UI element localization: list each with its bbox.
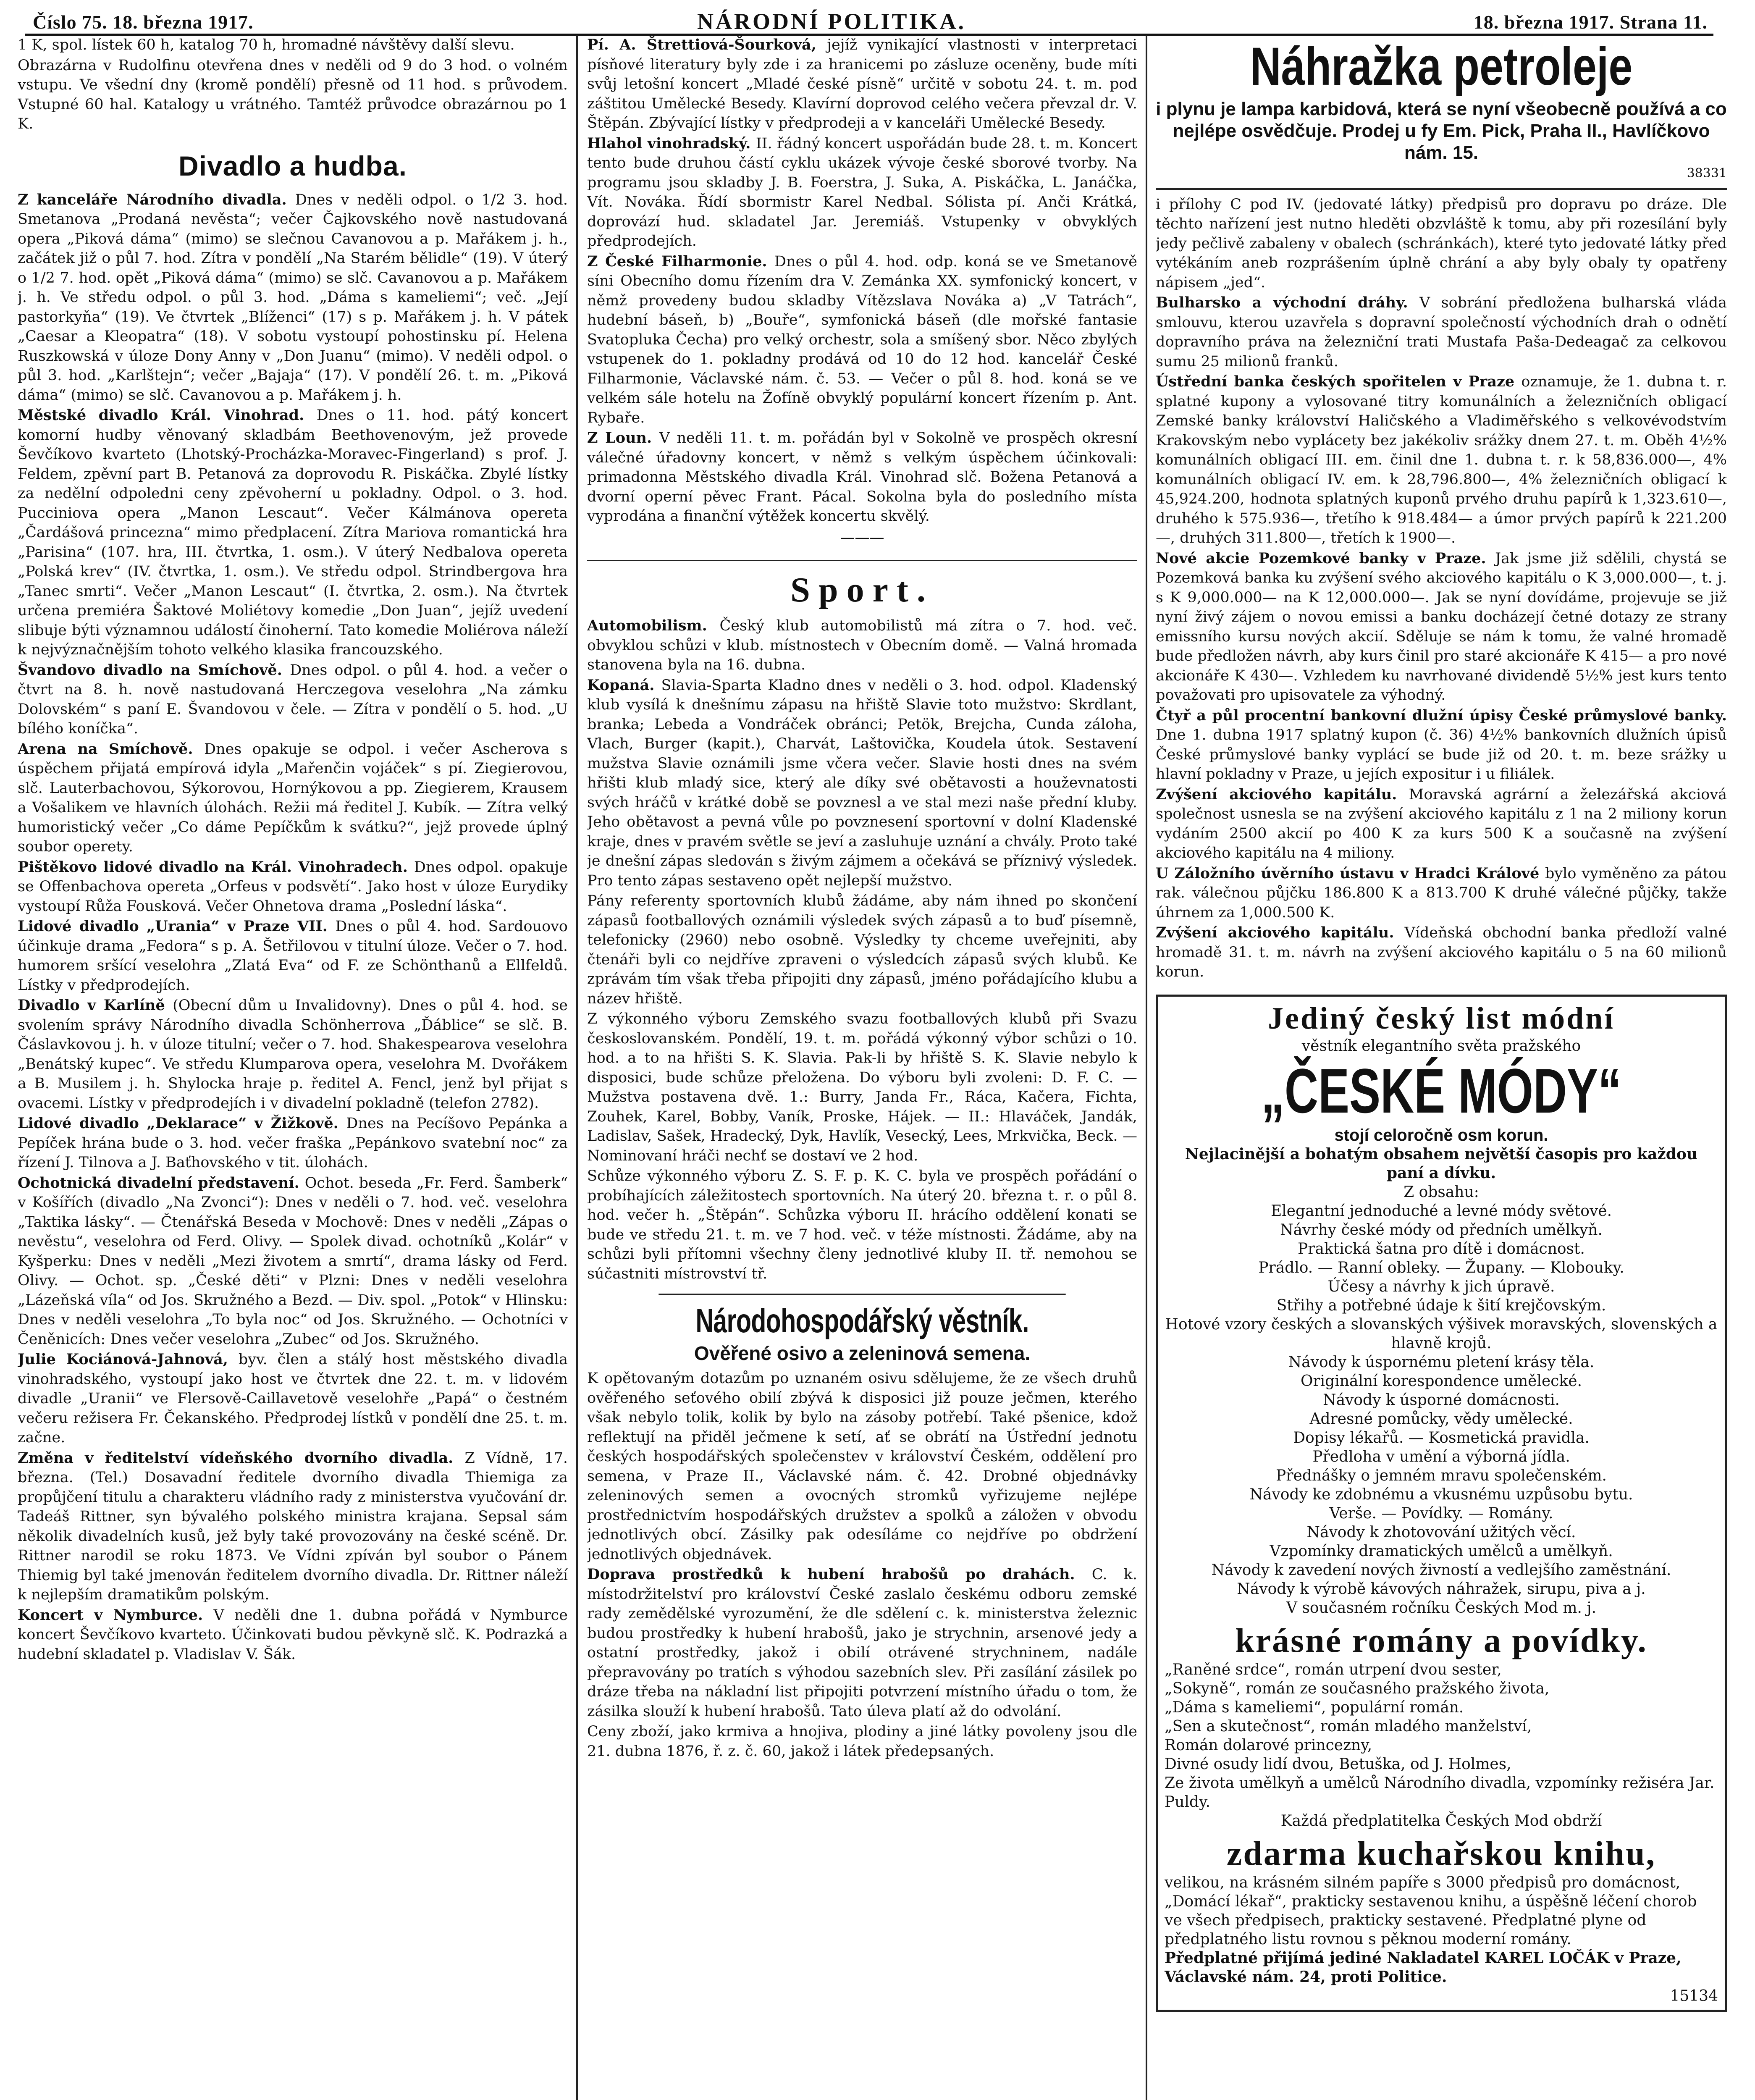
article bbox=[587, 1565, 1137, 1721]
ad-big-line: krásné romány a povídky. bbox=[1235, 1621, 1647, 1659]
divider: ——— bbox=[840, 529, 884, 546]
article-body: C. k. místodržitelství pro království České zaslalo českému odboru zemské rady zemědělské vyrozumění, že dle sdělení c. k. ministerstva železnic budou prostředky k hubení hrabošů, jako je strychnin, arsenové jedy a ostatní prostředky, jakož i obilí otrávené strychninem, nadále přepravovány po tratích s výhodou sazebních slev. Při zasílání zásilek po dráze třeba na nákladní list připojiti potvrzení místního úřadu o tom, že zásilka slouží k hubení hrabošů. Tato úleva platí až do odvolání. bbox=[587, 1566, 1137, 1720]
list-item: Předloha v umění a výborná jídla. bbox=[1312, 1448, 1570, 1465]
list-item: Návody k zhotovování užitých věcí. bbox=[1306, 1523, 1576, 1541]
article bbox=[587, 35, 1137, 133]
article-list bbox=[587, 35, 1137, 526]
masthead-title: NÁRODNÍ POLITIKA. bbox=[697, 9, 966, 34]
article-body: i přílohy C pod IV. (jedovaté látky) předpisů pro dopravu po dráze. Dle těchto nařízení jest nutno hleděti obzvláště k tomu, aby při rozesílání byly jedy pečlivě zabaleny v obalech (schránkách), které tyto jedovaté látky před vytékáním aneb rozprášením úplně chrání a aby byly obaly ty opatřeny nápisem „jed“. bbox=[1156, 196, 1727, 291]
novels-list bbox=[1165, 1660, 1718, 1811]
article bbox=[587, 1722, 1137, 1761]
article bbox=[587, 252, 1137, 428]
article bbox=[18, 1606, 568, 1664]
article-heading: Julie Kociánová-Jahnová, bbox=[18, 1351, 239, 1368]
list-item: Elegantní jednoduché a levné módy světové. bbox=[1270, 1202, 1612, 1220]
list-item: „Sokyně“, román ze současného pražského života, bbox=[1165, 1680, 1550, 1697]
article-list bbox=[18, 190, 568, 1664]
running-header bbox=[25, 8, 1713, 36]
article-body: jejíž vynikající vlastnosti v interpretaci písňové literatury byly zde i za hranicemi po zásluze oceněny, bude míti svůj letošní koncert „Mladé české písně“ určitě v sobotu 24. t. m. pod záštitou Umělecké Besedy. Klavírní doprovod celého večera převzal dr. V. Štěpán. Zbývající lístky v předprodeji a v kanceláři Umělecké Besedy. bbox=[587, 37, 1137, 131]
article-heading: Lidové divadlo „Urania“ v Praze VII. bbox=[18, 918, 336, 935]
article-heading: Ústřední banka českých spořitelen v Praze bbox=[1156, 373, 1522, 390]
article-body: Dnes o půl 4. hod. Sardouovo účinkuje drama „Fedora“ s p. A. Šetřilovou v titulní úloze. Večer o 7. hod. humorem sršící veselohra „Zlatá Eva“ od F. ze Schönthanů a Ellfeldů. Lístky v předprodejích. bbox=[18, 918, 568, 994]
article-heading: Z České Filharmonie. bbox=[587, 252, 775, 270]
column-rule bbox=[1146, 35, 1147, 2100]
article-heading: Pí. A. Štrettiová-Šourková, bbox=[587, 36, 827, 53]
article bbox=[1156, 864, 1727, 923]
article-body: Z výkonného výboru Zemského svazu footballových klubů při Svazu českoslovanském. Pondělí, 19. t. m. pořádá výkonný výbor schůzi o 10. hod. a to na hřišti S. K. Slavia. Pak-li by hřiště S. K. Slavie nebylo k disposici, bude schůze přeložena. Do výboru byli zvoleni: D. F. C. — Mužstva postavena dvě. 1.: Burry, Janda Fr., Ráca, Kačera, Fichta, Zouhek, Karel, Bobby, Vaník, Proske, Hájek. — II.: Hlaváček, Jandák, Ladislav, Sašek, Hradecký, Dyk, Havlík, Vesecký, Lees, Mrkvička, Beck. — Nominovaní hráči nechť se dostaví ve 2 hod. bbox=[587, 1011, 1137, 1164]
article-heading: Z Loun. bbox=[587, 429, 659, 446]
list-item: Verše. — Povídky. — Romány. bbox=[1329, 1504, 1553, 1522]
article bbox=[587, 1369, 1137, 1564]
article-body: Dnes opakuje se odpol. i večer Ascherova s úspěchem přijatá empírová idyla „Mařenčin vojáček“ s pí. Ziegierovou, slč. Lauterbachovou, Sýkorovou, Hornýkovou a pp. Ziegierem, Krausem a Vošalikem ve hlavních úlohách. Režii má ředitel J. Kubík. — Zítra velký humoristický večer „Co dáme Pepíčkům k svátku?“, jejž provede úplný soubor operety. bbox=[18, 740, 568, 855]
ad-line: V současném ročníku Českých Mod m. j. bbox=[1286, 1599, 1597, 1617]
article-body: byv. člen a stálý host městského divadla vinohradského, vystoupí jako host ve čtvrtek dne 22. t. m. v lidovém divadle „Uranii“ ve Flersově-Caillavetově veselohře „Papá“ o čestném večeru režisera Fr. Čekanského. Předprodej lístků v pondělí dne 25. t. m. začne. bbox=[18, 1351, 568, 1446]
list-item: Návody k zavedení nových živností a vedlejšího zaměstnání. bbox=[1211, 1561, 1671, 1579]
article bbox=[587, 1009, 1137, 1166]
article-heading: Ochotnická divadelní představení. bbox=[18, 1174, 305, 1192]
list-item: Prádlo. — Ranní obleky. — Župany. — Klobouky. bbox=[1258, 1259, 1624, 1276]
article-body: bylo vyměněno za pátou rak. válečnou půjčku 186.800 K a 813.700 K druhé válečné půjčky, takže úhrnem za 1,000.500 K. bbox=[1156, 865, 1727, 921]
list-item: Ze života umělkyň a umělců Národního divadla, vzpomínky režiséra Jar. Puldy. bbox=[1165, 1774, 1715, 1811]
article-body: Moravská agrární a železářská akciová společnost usnesla se na zvýšení akciového kapitálu z 1 na 2 miliony korun vydáním 2500 akcií po 400 K za kurs 500 K a současně na zvýšení akciového kapitálu na 4 miliony. bbox=[1156, 786, 1727, 861]
article-body: Slavia-Sparta Kladno dnes v neděli o 3. hod. odpol. Kladenský klub vysílá k dnešnímu zápasu na hřiště Slavie toto mužstvo: Skrdlant, branka; Lebeda a Vondráček obránci; Petök, Brejcha, Cunda záloha, Vlach, Burger (kapit.), Charvát, Laštovička, Koudela útok. Sestavení mužstva Slavie oznámili jsme včera večer. Slavie hosti dnes na svém hřišti klub mladý sice, který ale díky své obětavosti a houževnatosti svých hráčů v krátké době se povznesl a ve stal mezi naše přední kluby. Jeho obětavost a pevná vůle po povznesení sportovní v dolní Kladenské kraje, dnes v pravém světle se jeví a zasluhuje uznání a chvály. Proto také je dnešní zápas sledován s živým zájmem a očekává se příznivý výsledek. Pro tento zápas sestaveno opět nejlepší mužstvo. bbox=[587, 677, 1137, 889]
article-body: oznamuje, že 1. dubna t. r. splatné kupony a vylosované titry komunálních a železničních obligací Zemské banky království Haličského a Vladiměřského s velkovévodstvím Krakovským nebo vyplácety bez jakékoliv srážky dnem 27. t. m. Oběh 4½% komunálních obligací III. em. činil dne 1. dubna t. r. k 58,836.000—, 4% komunálních obligací IV. em. k 28,796.800—, 4% železničních obligací k 45,924.200, hodnota splatných kuponů prvého druhu papírů k 1,323.610—, druhého k 575.936—, třetího k 918.484— a úmor prvých papírů k 221.200—, druhých 311.800—, třetích k 1900—. bbox=[1156, 373, 1727, 546]
article-body: Ceny zboží, jako krmiva a hnojiva, plodiny a jiné látky povoleny jsou dle 21. dubna 1876, ř. z. č. 60, jakož i látek předepsaných. bbox=[587, 1723, 1137, 1760]
list-item: Dopisy lékařů. — Kosmetická pravidla. bbox=[1293, 1429, 1590, 1446]
article-heading: Změna v ředitelství vídeňského dvorního divadla. bbox=[18, 1449, 465, 1467]
article-heading: Z kanceláře Národního divadla. bbox=[18, 191, 295, 208]
article-heading: Divadlo v Karlíně bbox=[18, 997, 173, 1014]
list-item: Návrhy české módy od předních umělkyň. bbox=[1280, 1221, 1603, 1239]
article bbox=[18, 858, 568, 916]
article bbox=[18, 406, 568, 660]
article bbox=[1156, 372, 1727, 548]
article-heading: Bulharsko a východní dráhy. bbox=[1156, 294, 1420, 311]
list-item: Adresné pomůcky, vědy umělecké. bbox=[1309, 1410, 1573, 1428]
article-list bbox=[587, 1369, 1137, 1761]
ad-publisher: Předplatné přijímá jediné Nakladatel KAREL LOČÁK v Praze, Václavské nám. 24, proti Politice. bbox=[1165, 1949, 1682, 1986]
article-body: Dnes o 11. hod. pátý koncert komorní hudby věnovaný skladbám Beethovenovým, jež provede Ševčíkovo kvarteto (Lhotský-Procházka-Moravec-Fingerland) s prof. J. Feldem, zpěvní part B. Petanová za doprovodu R. Piskáčka. Zbylé lístky za nedělní odpoledni ceny zpěvoherní u pokladny. Odpol. o 3. hod. Pucciniova opera „Manon Lescaut“. Večer Kálmánova opereta „Čardášová princezna“ mimo předplacení. Zítra Mariova romantická hra „Parisina“ (107. hra, III. čtvrtka, 1. osm.). V úterý Nedbalova opereta „Polská krev“ (IV. čtvrtka, 1. osm.). Ve středu odpol. Strindbergova hra „Tanec smrti“. Večer „Manon Lescaut“ (I. čtvrtka, 2. osm.). Na čtvrtek určena premiéra Šaktové Moliétovy komedie „Don Juan“, jejíž uvedení slibuje býti významnou událostí činoherní. Tato komedie Moliérova náleží k nejvýznačnějším tohoto velkého klasika francouzského. bbox=[18, 407, 568, 658]
ad-code: 38331 bbox=[1687, 166, 1727, 181]
article-heading: Hlahol vinohradský. bbox=[587, 134, 756, 152]
ad-line: Každá předplatitelka Českých Mod obdrží bbox=[1280, 1812, 1602, 1830]
ad-code: 15134 bbox=[1670, 1987, 1718, 2005]
ad-text: i plynu je lampa karbidová, která se nyní všeobecně používá a co nejlépe osvědčuje. Prodej u fy Em. Pick, Praha II., Havlíčkovo nám. 15. bbox=[1156, 99, 1727, 163]
article bbox=[587, 134, 1137, 251]
article-body: II. řádný koncert uspořádán bude 28. t. m. Koncert tento bude druhou částí cyklu ukázek vývoje české sborové tvorby. Na programu jsou skladby J. B. Foerstra, J. Suka, A. Piskáčka, L. Janáčka, Vít. Nováka. Řídí sbormistr Karel Nedbal. Sólista pí. Anči Krátká, doprovází hud. skladatel Jar. Jeremiáš. Vstupenky v obvyklých předprodejích. bbox=[587, 135, 1137, 249]
article-body: Ochot. beseda „Fr. Ferd. Šamberk“ v Košířích (divadlo „Na Zvonci“): Dnes v neděli o 7. hod. več. veselohra „Taktika lásky“. — Čtenářská Beseda v Mochově: Dnes v neděli „Zápas o nevěstu“, veselohra od Ferd. Olivy. — Spolek divad. ochotníků „Kolár“ v Kyšperku: Dnes v neděli „Mezi životem a smrtí“, drama lásky od Ferd. Olivy. — Ochot. sp. „České děti“ v Plzni: Dnes v neděli veselohra „Lázeňská víla“ od Jos. Skružného a Bezd. — Div. spol. „Potok“ v Hlinsku: Dnes v neděli veselohra „To byla noc“ od Jos. Skružného. — Ochotníci v Čeněnicích: Dnes večer veselohra „Zubec“ od Jos. Skružného. bbox=[18, 1174, 568, 1348]
article-body: Z Vídně, 17. března. (Tel.) Dosavadní ředitele dvorního divadla Thiemiga za propůjčení titulu a charakteru vládního rady z ministerstva vyučování dr. Tadeáš Rittner, syn bývalého polského ministra krajana. Sepsal sám několik divadelních kusů, jež byly také provozovány na české scéně. Dr. Rittner narodil se roku 1873. Ve Vídni zpíván byl soubor o Pánem Thiemig byl také jmenován ředitelem dvorního divadla. Dr. Rittner náleží k nejlepším dramatikům polským. bbox=[18, 1449, 568, 1603]
ad-claim: Nejlacinější a bohatým obsahem největší časopis pro každou paní a dívku. bbox=[1185, 1145, 1698, 1182]
sport-section-title: Sport. bbox=[587, 560, 1137, 610]
article-body: Dnes odpol. opakuje se Offenbachova opereta „Orfeus v podsvětí“. Jako host v úloze Eurydiky vystoupí Růža Fousková. Večer Ohnetova drama „Poslední láska“. bbox=[18, 858, 568, 915]
article-heading: Nové akcie Pozemkové banky v Praze. bbox=[1156, 549, 1495, 567]
column-2 bbox=[587, 35, 1137, 2100]
article-body: Dnes odpol. o půl 4. hod. a večer o čtvrt na 8. h. nově nastudovaná Herczegova veselohra „Na zámku Dolovském“ s paní E. Švandovou v čele. — Zítra v pondělí o 5. hod. „U bílého koníčka“. bbox=[18, 662, 568, 737]
list-item: Návody k úsporné domácnosti. bbox=[1323, 1391, 1560, 1409]
article bbox=[1156, 706, 1727, 784]
article-body: Dne 1. dubna 1917 splatný kupon (č. 36) 4½% bankovních dlužních úpisů České průmyslové banky vyplácí se bude již od 20. t. m. beze srážky u hlavní pokladny v Praze, u jejích expositur i u filiálek. bbox=[1156, 727, 1727, 782]
article-body: K opětovaným dotazům po uznaném osivu sdělujeme, že ze všech druhů ověřeného seťového obilí zbývá k disposici již pouze ječmen, kterého však nebylo tolik, kolik by bylo na zásoby potřebí. Také pšenice, kdož reflektují na přiděl ječmene k setí, ať se obrátí na Ústřední jednotu českých hospodářských společenstev v království Českém, oddělení pro semena, v Praze II., Václavské nám. č. 42. Drobné objednávky zeleninových semen a ovocných stromků vyřizujeme nejlépe prostřednictvím hospodářských družstev a spolků a záložen v obvodu jednotlivých obcí. Zásilky pak odesíláme co nejdříve po obdržení jednotlivých objednávek. bbox=[587, 1370, 1137, 1563]
article-heading: Lidové divadlo „Deklarace“ v Žižkově. bbox=[18, 1115, 346, 1132]
section-title: Divadlo a hudba. bbox=[178, 150, 407, 181]
article-heading: Automobilism. bbox=[587, 617, 720, 634]
list-item: Návody k výrobě kávových náhražek, sirupu, piva a j. bbox=[1237, 1580, 1646, 1598]
article-heading: Pištěkovo lidové divadlo na Král. Vinohradech. bbox=[18, 858, 414, 876]
magazine-title: „ČESKÉ MÓDY“ bbox=[1261, 1055, 1621, 1126]
article-heading: Zvýšení akciového kapitálu. bbox=[1156, 785, 1409, 803]
article bbox=[18, 740, 568, 857]
fashion-magazine-advertisement bbox=[1156, 995, 1727, 2012]
article-heading: Koncert v Nymburce. bbox=[18, 1606, 214, 1624]
article-list bbox=[1156, 195, 1727, 982]
list-item: Hotové vzory českých a slovanských výšivek moravských, slovenských a hlavně krojů. bbox=[1165, 1315, 1718, 1352]
article-body: Vídeňská obchodní banka předloží valné hromadě 31. t. m. návrh na zvýšení akciového kapitálu o 5 na 60 milionů korun. bbox=[1156, 924, 1727, 980]
article bbox=[587, 616, 1137, 675]
list-item: „Dáma s kameliemi“, populární román. bbox=[1165, 1698, 1464, 1716]
article bbox=[18, 1350, 568, 1448]
article bbox=[18, 996, 568, 1113]
paragraph: 1 K, spol. lístek 60 h, katalog 70 h, hromadné návštěvy další slevu. bbox=[18, 37, 515, 53]
article bbox=[1156, 785, 1727, 863]
article-heading: Švandovo divadlo na Smíchově. bbox=[18, 661, 290, 679]
paragraph: Obrazárna v Rudolfinu otevřena dnes v neděli od 9 do 3 hod. o volném vstupu. Ve všední dny (kromě pondělí) přesně od 11 hod. s průvodem. Vstupné 60 hal. Katalogy u vrátného. Tamtéž průvodce obrazárnou po 1 K. bbox=[18, 57, 568, 132]
article bbox=[587, 676, 1137, 891]
list-item: Originální korespondence umělecké. bbox=[1300, 1372, 1582, 1390]
article bbox=[18, 661, 568, 739]
list-item: Návody ke zdobnému a vkusnému uzpůsobu bytu. bbox=[1249, 1486, 1633, 1503]
article-body: (Obecní dům u Invalidovny). Dnes o půl 4. hod. se svolením správy Národního divadla Schönherrova „Ďáblice“ se slč. B. Čáslavkovou j. h. v úloze titulní; večer o 7. hod. Shakespearova veselohra „Benátský kupec“. Ve středu Klumparova opera, veselohra M. Dvořákem a B. Musilem j. h. Shylocka hraje p. ředitel A. Fencl, jenž byl přijat s ovacemi. Lístky v předprodejích i v divadelní pokladně (telefon 2782). bbox=[18, 997, 568, 1112]
column-1 bbox=[18, 35, 568, 2100]
issue-number: Číslo 75. 18. března 1917. bbox=[33, 11, 254, 33]
article-body: Schůze výkonného výboru Z. S. F. p. K. C. byla ve prospěch pořádání o probíhajících záležitostech sportovních. Na úterý 20. března t. r. o půl 8. hod. večer h. „Štěpán“. Schůzka výboru II. hrácího oddělení konati se bude ve středu 21. t. m. ve 7 hod. več. v téže místnosti. Žádáme, aby na schůzi byli přítomni všechny členy jednotlivé kluby II. tř. nemohou se súčastniti místrovství tř. bbox=[587, 1168, 1137, 1282]
article-heading: Kopaná. bbox=[587, 676, 661, 694]
article-body: Pány referenty sportovních klubů žádáme, aby nám ihned po skončení zápasů footballových oznámili výsledek svých zápasů a to buď písemně, telefonicky (2960) nebo osobně. Výsledky ty chceme uveřejniti, aby čtenáři byli co nejdříve zpraveni o výsledcích zápasů svých klubů. Ke zprávám tím však třeba připojiti dny zápasů, jméno pořádajícího klubu a název hřiště. bbox=[587, 892, 1137, 1007]
article bbox=[1156, 923, 1727, 982]
list-item: Praktická šatna pro dítě i domácnost. bbox=[1298, 1240, 1585, 1257]
article-heading: Městské divadlo Král. Vinohrad. bbox=[18, 407, 317, 424]
article bbox=[18, 1114, 568, 1173]
ad-heading: Jediný český list módní bbox=[1268, 1001, 1615, 1036]
ad-price: stojí celoročně osm korun. bbox=[1334, 1126, 1548, 1144]
article-heading: Čtyř a půl procentní bankovní dlužní úpisy České průmyslové banky. bbox=[1156, 706, 1727, 724]
ad-subheading: věstník elegantního světa pražského bbox=[1301, 1037, 1581, 1055]
list-item: „Sen a skutečnost“, román mladého manželství, bbox=[1165, 1717, 1532, 1735]
article bbox=[18, 1449, 568, 1605]
list-item: „Raněné srdce“, román utrpení dvou sester, bbox=[1165, 1661, 1502, 1678]
article-body: Český klub automobilistů má zítra o 7. hod. več. obvyklou schůzi v klub. místnostech v Obecním domě. — Valná hromada stanovena byla na 16. dubna. bbox=[587, 617, 1137, 673]
article bbox=[18, 190, 568, 405]
contents-label: Z obsahu: bbox=[1403, 1183, 1479, 1201]
list-item: Přednášky o jemném mravu společenském. bbox=[1276, 1467, 1607, 1484]
article bbox=[18, 917, 568, 995]
article-body: Jak jsme již sdělili, chystá se Pozemková banka ku zvýšení svého akciového kapitálu o K 3,000.000—, t. j. s K 9,000.000— na K 12,000.000—. Jak se nyní dovídáme, projevuje se již nyní živý zájem o novou emissi a banku docházejí četné dotazy ze strany emissního kursu nových akcií. Sděluje se nám k tomu, že valné hromadě bude předložen návrh, aby kurs činil pro staré akcionáře K 415— a pro nové akcionáře K 430—. Vzhledem ku navrhované dividendě 5½% jest kurs tento považovati pro upisovatele za výhodný. bbox=[1156, 550, 1727, 704]
list-item: Účesy a návrhy k jich úpravě. bbox=[1327, 1278, 1555, 1295]
list-item: Návody k úspornému pletení krásy těla. bbox=[1288, 1353, 1595, 1371]
article-heading: Doprava prostředků k hubení hrabošů po drahách. bbox=[587, 1566, 1092, 1583]
article-heading: Zvýšení akciového kapitálu. bbox=[1156, 924, 1405, 941]
article-body: V neděli dne 1. dubna pořádá v Nymburce koncert Ševčíkovo kvarteto. Účinkovati budou pěvkyně slč. K. Podrazká a hudební skladatel p. Vladislav V. Šák. bbox=[18, 1606, 568, 1663]
ad-line: velikou, na krásném silném papíře s 3000 předpisů pro domácnost, „Domácí lékař“, prakticky sestavenou knihu, a úspěšně léčení chorob ve všech předpisech, prakticky sestavené. Předplatné plyne od předplatného listu rovnou s pěknou moderní romány. bbox=[1165, 1874, 1697, 1948]
article-heading: U Záložního úvěrního ústavu v Hradci Králové bbox=[1156, 864, 1545, 882]
article-body: V neděli 11. t. m. pořádán byl v Sokolně ve prospěch okresní válečné úřadovny koncert, v němž s velkým úspěchem účinkovali: primadonna Městského divadla Král. Vinohrad slč. Božena Petanová a dvorní operní pěvec Frant. Pácal. Sokolna byla do posledního místa vyprodána a finanční výtěžek koncertu skvělý. bbox=[587, 430, 1137, 525]
contents-list bbox=[1165, 1202, 1718, 1599]
article-body: Dnes na Pecíšovo Pepánka a Pepíček hrána bude o 3. hod. večer fraška „Pepánkovo svatební noc“ za řízení J. Tilnova a J. Baťhovského v tit. úlohách. bbox=[18, 1115, 568, 1171]
article-heading: Arena na Smíchově. bbox=[18, 740, 205, 758]
date-page-number: 18. března 1917. Strana 11. bbox=[1473, 11, 1708, 33]
list-item: Vzpomínky dramatických umělců a umělkyň. bbox=[1270, 1542, 1613, 1560]
list-item: Střihy a potřebné údaje k šití krejčovským. bbox=[1276, 1297, 1606, 1314]
column-rule bbox=[576, 35, 578, 2100]
article-body: Dnes v neděli odpol. o 1/2 3. hod. Smetanova „Prodaná nevěsta“; večer Čajkovského nově nastudovaná opera „Piková dáma“ (mimo) se slečnou Cavanovou a p. Mařákem j. h., začátek již o půl 7. hod. Zítra v pondělí „Na Starém bělidle“ (19). V úterý o 1/2 7. hod. opět „Piková dáma“ (mimo) se slč. Cavanovou a p. Mařákem j. h. Ve středu odpol. o půl 3. hod. „Dáma s kameliemi“; več. „Její pastorkyňa“ (19). Ve čtvrtek „Blíženci“ (17) s p. Mařákem j. h. V pátek „Caesar a Kleopatra“ (18). V sobotu vystoupí pohostinsku pí. Helena Ruszkowská v úloze Dony Anny v „Don Juanu“ (mimo). V neděli odpol. o půl 3. hod. „Karlštejn“; večer „Bajaja“ (17). V pondělí 26. t. m. „Piková dáma“ (mimo) se slč. Cavanovou a p. Mařákem j. h. bbox=[18, 191, 568, 404]
article bbox=[587, 1166, 1137, 1284]
article bbox=[587, 428, 1137, 526]
ad-big-line: zdarma kuchařskou knihu, bbox=[1226, 1834, 1656, 1872]
article-body: V sobrání předložena bulharská vláda smlouvu, kterou uzavřela s dopravní společností východních drah o odnětí dopravního práva na železniční trati Mustafa Paša-Dedeagač za celkovou sumu 25 milionů franků. bbox=[1156, 294, 1727, 370]
article-body: Dnes o půl 4. hod. odp. koná se ve Smetanově síni Obecního domu řízením dra V. Zemánka XX. symfonický koncert, v němž provedeny budou skladby Vítězslava Nováka a) „V Tatrách“, hudební báseň, b) „Bouře“, symfonická báseň (dle mořské fantasie Svatopluka Čecha) pro velký orchestr, sola a smíšený sbor. Něco zbylých vstupenek do 1. pokladny prodává od 10 do 12 hod. kancelář České Filharmonie, Václavské nám. č. 53. — Večer o půl 8. hod. koná se ve velkém sále hotelu na Žofíně obvyklý populární koncert řízením p. Ant. Rybaře. bbox=[587, 253, 1137, 426]
lamp-advertisement bbox=[1156, 35, 1727, 190]
column-3 bbox=[1156, 35, 1727, 2100]
economy-section-title: Národohospodářský věstník. bbox=[658, 1294, 1065, 1340]
article bbox=[587, 891, 1137, 1008]
article bbox=[1156, 293, 1727, 371]
list-item: Román dolarové princezny, bbox=[1165, 1736, 1372, 1754]
article bbox=[18, 1173, 568, 1349]
economy-subtitle: Ověřené osivo a zeleninová semena. bbox=[694, 1342, 1031, 1364]
article bbox=[1156, 549, 1727, 705]
ad-title: Náhražka petroleje bbox=[1250, 37, 1633, 97]
article-list bbox=[587, 616, 1137, 1284]
list-item: Divné osudy lidí dvou, Betuška, od J. Holmes, bbox=[1165, 1755, 1511, 1773]
article bbox=[1156, 195, 1727, 293]
